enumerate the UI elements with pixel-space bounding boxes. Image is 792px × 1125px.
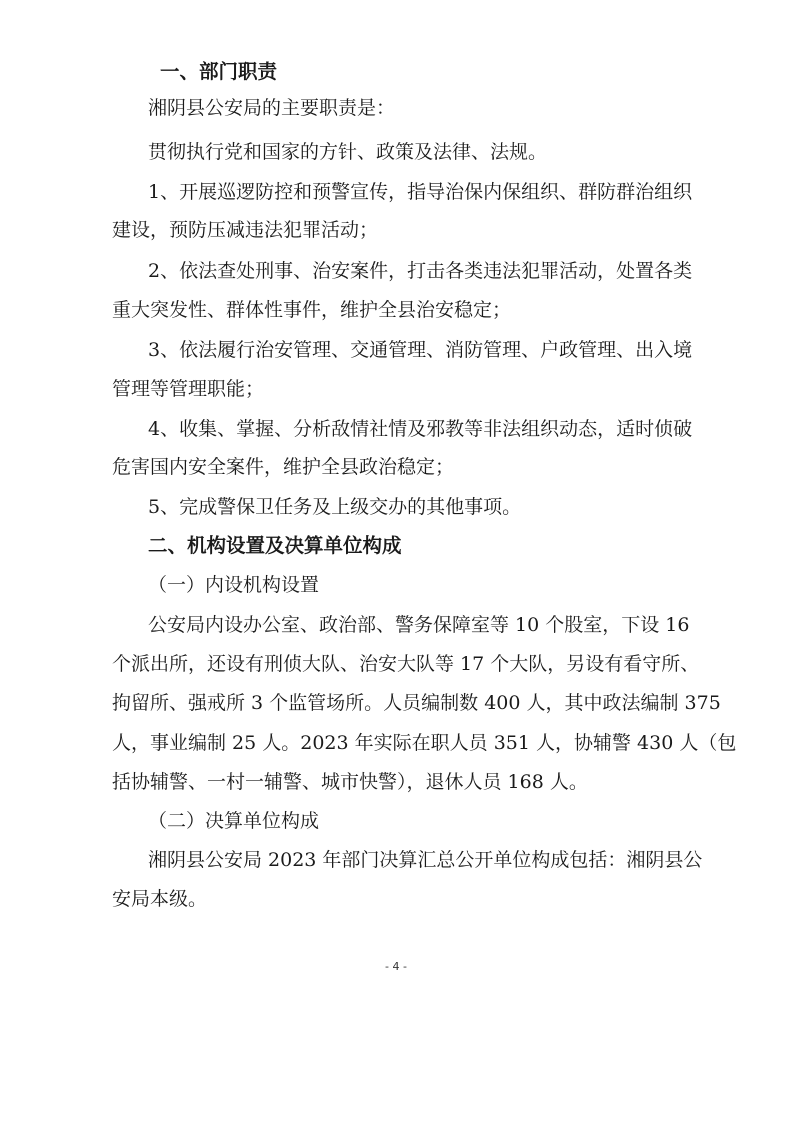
section1-heading: 一、部门职责 bbox=[160, 60, 278, 83]
duty-item-3-line-1: 3、依法履行治安管理、交通管理、消防管理、户政管理、出入境 bbox=[148, 339, 693, 361]
section1-principle: 贯彻执行党和国家的方针、政策及法律、法规。 bbox=[148, 141, 548, 163]
subsection2-heading: （二）决算单位构成 bbox=[148, 810, 320, 832]
section2-heading: 二、机构设置及决算单位构成 bbox=[148, 534, 402, 557]
subsection2-line-1: 湘阴县公安局 2023 年部门决算汇总公开单位构成包括：湘阴县公 bbox=[148, 849, 703, 871]
subsection1-line-3: 拘留所、强戒所 3 个监管场所。人员编制数 400 人，其中政法编制 375 bbox=[112, 692, 721, 714]
duty-item-1-line-1: 1、开展巡逻防控和预警宣传，指导治保内保组织、群防群治组织 bbox=[148, 181, 693, 203]
duty-item-2-line-2: 重大突发性、群体性事件，维护全县治安稳定； bbox=[112, 299, 512, 321]
duty-item-2-line-1: 2、依法查处刑事、治安案件，打击各类违法犯罪活动，处置各类 bbox=[148, 260, 693, 282]
subsection1-line-2: 个派出所，还设有刑侦大队、治安大队等 17 个大队，另设有看守所、 bbox=[112, 653, 700, 675]
duty-item-3-line-2: 管理等管理职能； bbox=[112, 378, 265, 400]
duty-item-4-line-1: 4、收集、掌握、分析敌情社情及邪教等非法组织动态，适时侦破 bbox=[148, 418, 693, 440]
duty-item-1-line-2: 建设，预防压减违法犯罪活动； bbox=[112, 219, 379, 241]
subsection1-line-1: 公安局内设办公室、政治部、警务保障室等 10 个股室，下设 16 bbox=[148, 614, 690, 636]
subsection1-line-4: 人，事业编制 25 人。2023 年实际在职人员 351 人，协辅警 430 人（包 bbox=[112, 732, 737, 754]
section1-intro: 湘阴县公安局的主要职责是： bbox=[148, 97, 396, 119]
subsection1-heading: （一）内设机构设置 bbox=[148, 574, 320, 596]
page-number: - 4 - bbox=[385, 960, 407, 973]
subsection2-line-2: 安局本级。 bbox=[112, 888, 208, 910]
duty-item-4-line-2: 危害国内安全案件，维护全县政治稳定； bbox=[112, 456, 455, 478]
duty-item-5: 5、完成警保卫任务及上级交办的其他事项。 bbox=[148, 496, 522, 518]
subsection1-line-5: 括协辅警、一村一辅警、城市快警），退休人员 168 人。 bbox=[112, 771, 588, 793]
